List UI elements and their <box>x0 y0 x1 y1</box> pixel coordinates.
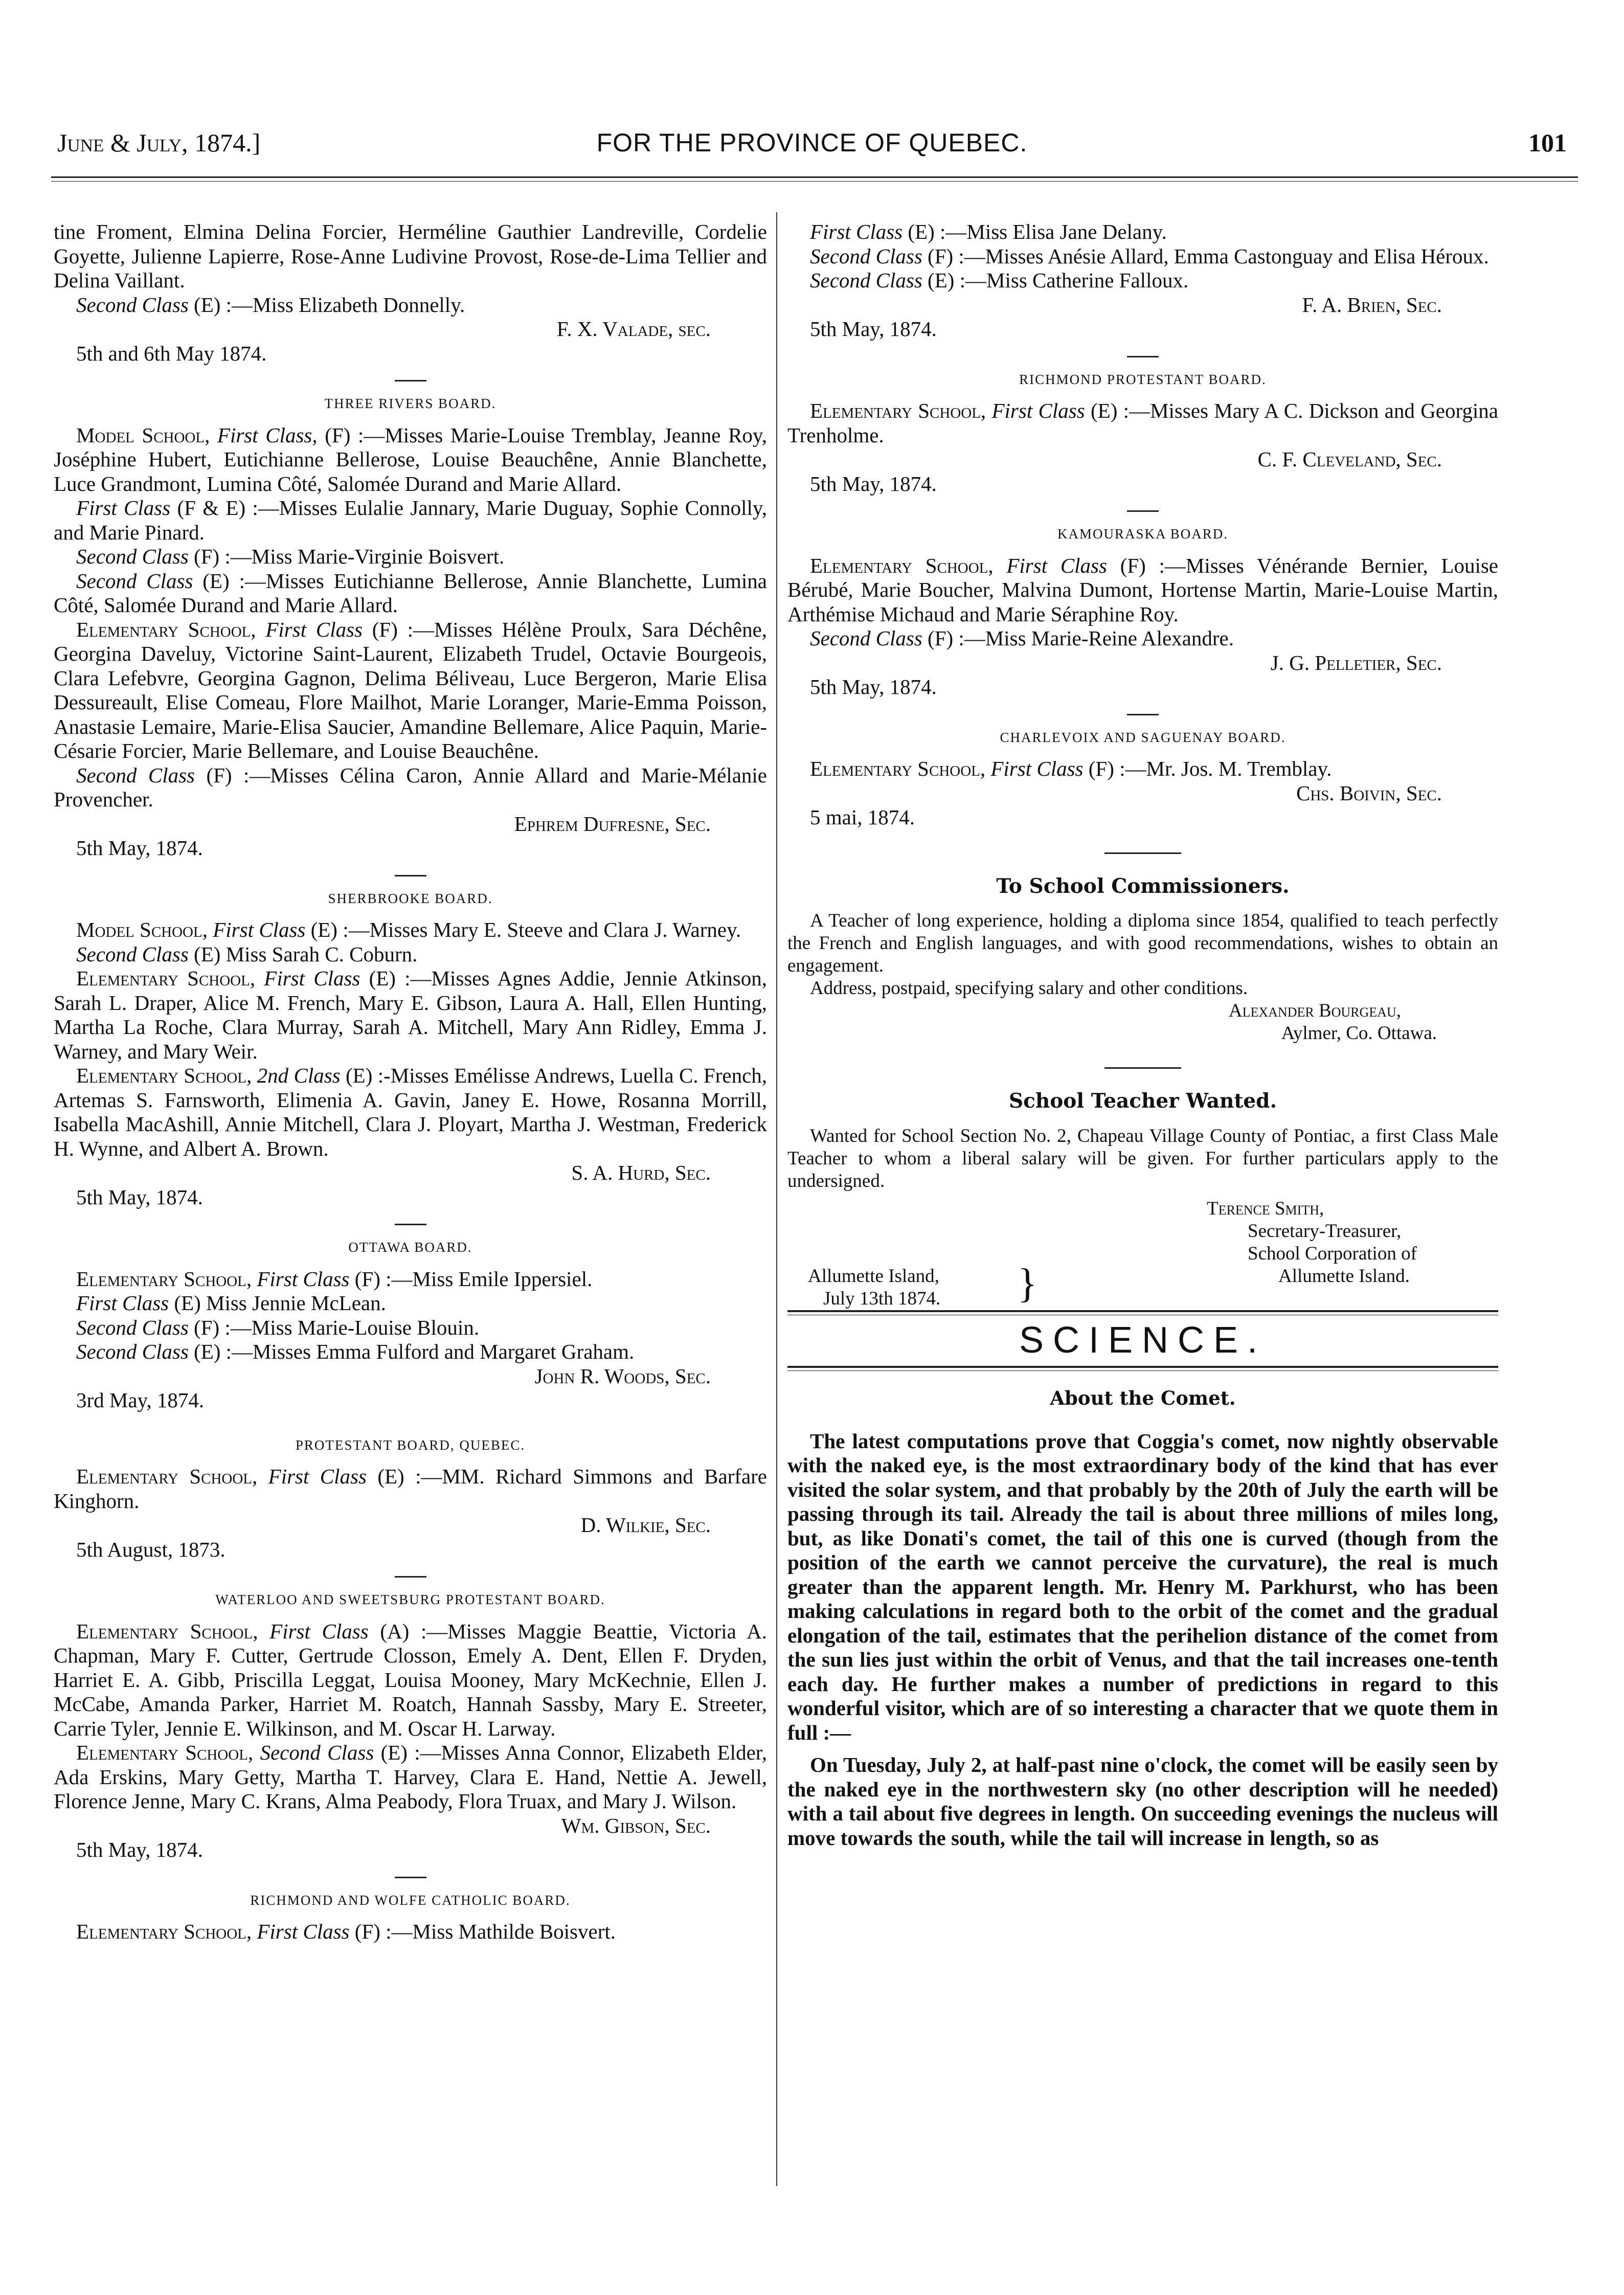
list-paragraph: Model School, First Class (E) :—Misses Mary E. Steeve and Clara J. Warney. <box>76 918 741 941</box>
list-date: 5th May, 1874. <box>810 675 937 699</box>
list-paragraph: Elementary School, First Class (F) :—Misses Hélène Proulx, Sara Déchêne, Georgina Daveluy, Victorine Saint-Laurent, Elizabeth Trudel, Octavie Bourgeois, Clara Lefebvre, Georgina Gagnon, Delima Béliveau, Luce Bergeron, Marie Elisa Dessureault, Elise Comeau, Flore Mailhot, Marie Loranger, Marie-Emma Poisson, Anastasie Lemaire, Marie-Elisa Saucier, Amandine Bellemare, Alice Paquin, Marie-Césarie Forcier, Marie Bellemare, and Louise Beauchêne. <box>54 617 768 762</box>
notice-name: Terence Smith, <box>1207 1198 1324 1219</box>
science-heading: SCIENCE. <box>1019 1319 1267 1361</box>
section-rule <box>1104 852 1181 854</box>
section-rule <box>1104 1067 1181 1069</box>
secretary-signature: C. F. Cleveland, Sec. <box>1257 447 1442 471</box>
notice-place: Aylmer, Co. Ottawa. <box>1281 1023 1437 1044</box>
list-paragraph: Elementary School, First Class (A) :—Misses Maggie Beattie, Victoria A. Chapman, Mary F. Cutter, Gertrude Closson, Emely A. Dent, Ellen F. Dryden, Harriet E. A. Gibb, Priscilla Leggat, Louisa Mooney, Mary McKechnie, Ellen J. McCabe, Amanda Parker, Harriet M. Roatch, Hannah Sassby, Mary E. Streeter, Carrie Tyler, Jennie E. Wilkinson, and M. Oscar H. Larway. <box>54 1619 768 1740</box>
teacher-wanted-notice <box>787 1089 1498 1387</box>
article-paragraph: On Tuesday, July 2, at half-past nine o'clock, the comet will be easily seen by the naked eye in the northwestern sky (no other description will he needed) with a tail about five degrees in length. On succeeding evenings the nucleus will move towards the south, while the tail will increase in length, so as <box>787 1753 1498 1850</box>
list-date: 5 mai, 1874. <box>810 805 915 829</box>
list-date: 5th May, 1874. <box>810 471 937 496</box>
notice-name: Alexander Bourgeau, <box>1228 1000 1401 1021</box>
notice-heading: School Teacher Wanted. <box>1008 1089 1277 1113</box>
board-heading: CHARLEVOIX AND SAGUENAY BOARD. <box>1000 729 1286 745</box>
left-column <box>54 220 767 1944</box>
section-dash <box>395 1877 426 1878</box>
list-paragraph: tine Froment, Elmina Delina Forcier, Herméline Gauthier Landreville, Cordelie Goyette, Julienne Lapierre, Rose-Anne Ludivine Provost, Rose-de-Lima Tellier and Delina Vaillant. <box>54 220 767 292</box>
notice-title: School Corporation of <box>1248 1243 1417 1264</box>
list-date: 5th May, 1874. <box>810 317 937 341</box>
brace: } <box>1018 1261 1037 1306</box>
running-head <box>57 128 1567 164</box>
ottawa-board <box>54 1235 767 1413</box>
list-paragraph: Elementary School, Second Class (E) :—Misses Anna Connor, Elizabeth Elder, Ada Erskins, Mary Getty, Martha T. Harvey, Clara E. Hand, Nettie A. Jewell, Florence Jenne, Mary C. Krans, Alma Peabody, Flora Truax, and Mary J. Wilson. <box>54 1741 768 1813</box>
secretary-signature: S. A. Hurd, Sec. <box>571 1161 711 1184</box>
list-date: 5th August, 1873. <box>76 1537 225 1561</box>
commissioners-notice <box>787 874 1498 1045</box>
list-paragraph: Elementary School, First Class (F) :—Mr. Jos. M. Tremblay. <box>810 757 1332 780</box>
section-dash <box>1127 356 1159 357</box>
kamouraska-board <box>787 522 1498 700</box>
board-heading: KAMOURASKA BOARD. <box>1057 526 1229 542</box>
list-paragraph: First Class (E) :—Miss Elisa Jane Delany. <box>810 220 1167 243</box>
list-paragraph: Second Class (E) :—Miss Catherine Falloux. <box>810 268 1189 292</box>
list-paragraph: Second Class (F) :—Misses Célina Caron, Annie Allard and Marie-Mélanie Provencher. <box>54 763 767 811</box>
notice-date: July 13th 1874. <box>823 1288 941 1309</box>
secretary-signature: J. G. Pelletier, Sec. <box>1270 650 1442 674</box>
secretary-signature: F. A. Brien, Sec. <box>1302 292 1442 317</box>
notice-title: Allumette Island. <box>1278 1265 1410 1287</box>
section-dash <box>395 380 426 381</box>
section-dash <box>1127 510 1159 512</box>
list-paragraph: Second Class (F) :—Misses Anésie Allard, Emma Castonguay and Elisa Héroux. <box>810 244 1489 268</box>
waterloo-board <box>54 1588 767 1862</box>
list-paragraph: Second Class (E) :—Misses Eutichianne Bellerose, Annie Blanchette, Lumina Côté, Salomée Durand and Marie Allard. <box>54 569 767 617</box>
list-date: 5th May, 1874. <box>76 1838 203 1861</box>
notice-text: A Teacher of long experience, holding a diploma since 1854, qualified to teach perfectly the French and English languages, and with good recommendations, wishes to obtain an engagement. <box>787 910 1498 976</box>
valade-list <box>54 220 767 366</box>
notice-signature-block <box>787 1192 1498 1387</box>
list-paragraph: Second Class (E) Miss Sarah C. Coburn. <box>76 942 418 966</box>
list-date: 5th May, 1874. <box>76 1185 203 1209</box>
board-heading: RICHMOND PROTESTANT BOARD. <box>1019 371 1267 387</box>
protestant-quebec-board <box>54 1433 767 1562</box>
three-rivers-board <box>54 392 767 861</box>
board-heading: SHERBROOKE BOARD. <box>328 890 493 906</box>
board-heading: RICHMOND AND WOLFE CATHOLIC BOARD. <box>250 1892 571 1908</box>
section-dash <box>395 1224 426 1225</box>
header-rule <box>51 176 1578 182</box>
board-heading: PROTESTANT BOARD, QUEBEC. <box>295 1437 526 1453</box>
issue-date: June & July, 1874.] <box>57 128 261 157</box>
list-paragraph: Second Class (F) :—Miss Marie-Reine Alexandre. <box>810 626 1234 650</box>
section-dash <box>1127 714 1159 715</box>
list-paragraph: Second Class (E) :—Misses Emma Fulford and Margaret Graham. <box>76 1340 635 1363</box>
secretary-signature: D. Wilkie, Sec. <box>580 1513 711 1537</box>
list-paragraph: First Class (F & E) :—Misses Eulalie Jannary, Marie Duguay, Sophie Connolly, and Marie Pinard. <box>54 496 768 544</box>
journal-title: FOR THE PROVINCE OF QUEBEC. <box>596 128 1028 157</box>
right-column <box>787 220 1498 1850</box>
notice-place: Allumette Island, <box>808 1265 939 1287</box>
list-date: 5th and 6th May 1874. <box>76 341 267 365</box>
notice-heading: To School Commissioners. <box>996 874 1290 898</box>
comet-article <box>787 1386 1498 1850</box>
page-number: 101 <box>1528 128 1567 157</box>
article-title: About the Comet. <box>1050 1387 1236 1409</box>
richmond-wolfe-board <box>54 1888 767 1944</box>
richmond-protestant-board <box>787 368 1498 497</box>
list-paragraph: First Class (E) Miss Jennie McLean. <box>76 1291 386 1315</box>
list-paragraph: Elementary School, First Class (E) :—Misses Agnes Addie, Jennie Atkinson, Sarah L. Draper, Alice M. French, Mary E. Gibson, Laura A. Hall, Ellen Hunting, Martha La Roche, Clara Murray, Sarah A. Mitchell, Mary Ann Ridley, Emma J. Warney, and Mary Weir. <box>54 966 767 1063</box>
list-paragraph: Elementary School, First Class (F) :—Misses Vénérande Bernier, Louise Bérubé, Marie Boucher, Malvina Dumont, Hortense Martin, Marie-Louise Martin, Arthémise Michaud and Marie Séraphine Roy. <box>787 553 1498 626</box>
list-paragraph: Second Class (F) :—Miss Marie-Louise Blouin. <box>76 1315 480 1339</box>
secretary-signature: Ephrem Dufresne, Sec. <box>514 812 711 836</box>
list-paragraph: Elementary School, 2nd Class (E) :-Misses Emélisse Andrews, Luella C. French, Artemas S. Farnsworth, Elimenia A. Gavin, Janey E. Howe, Rosanna Morrill, Isabella MacAshill, Annie Mitchell, Clara J. Ployart, Martha J. Westman, Frederick H. Wynne, and Albert A. Brown. <box>54 1064 768 1160</box>
column-divider <box>776 212 777 2186</box>
board-heading: WATERLOO AND SWEETSBURG PROTESTANT BOARD. <box>215 1592 605 1607</box>
list-paragraph: Elementary School, First Class (F) :—Miss Emile Ippersiel. <box>76 1267 593 1291</box>
list-paragraph: Elementary School, First Class (F) :—Miss Mathilde Boisvert. <box>76 1920 616 1943</box>
secretary-signature: Chs. Boivin, Sec. <box>1296 781 1442 805</box>
sherbrooke-board <box>54 887 767 1210</box>
brien-list <box>787 220 1498 342</box>
article-paragraph: The latest computations prove that Coggia's comet, now nightly observable with the naked eye, is the most extraordinary body of the kind that has ever visited the solar system, and that probably by the 20th of July the earth will be passing through its tail. Already the tail is about three millions of miles long, but, as like Donati's comet, the tail of this one is curved (though from the position of the earth we cannot perceive the curvature), the real is much greater than the apparent length. Mr. Henry M. Parkhurst, who has been making calculations in regard both to the orbit of the comet and the gradual elongation of the tail, estimates that the perihelion distance of the comet from the sun lies just within the orbit of Venus, and that the tail increases one-tenth each day. He further makes a number of predictions in regard to this wonderful visitor, which are of so interesting a character that we quote them in full :— <box>787 1429 1498 1744</box>
board-heading: THREE RIVERS BOARD. <box>324 396 497 411</box>
notice-title: Secretary-Treasurer, <box>1248 1220 1402 1242</box>
board-heading: OTTAWA BOARD. <box>348 1240 472 1255</box>
list-date: 5th May, 1874. <box>76 836 203 860</box>
secretary-signature: Wm. Gibson, Sec. <box>561 1813 711 1837</box>
list-paragraph: Elementary School, First Class (E) :—MM. Richard Simmons and Barfare Kinghorn. <box>54 1465 767 1513</box>
secretary-signature: F. X. Valade, sec. <box>556 317 711 341</box>
charlevoix-board <box>787 726 1498 830</box>
notice-address: Address, postpaid, specifying salary and other conditions. <box>810 978 1248 999</box>
section-dash <box>395 875 426 876</box>
list-paragraph: Elementary School, First Class (E) :—Misses Mary A C. Dickson and Georgina Trenholme. <box>787 399 1498 447</box>
notice-text: Wanted for School Section No. 2, Chapeau Village County of Pontiac, a first Class Male Teacher to whom a liberal salary will be given. For further particulars apply to the undersigned. <box>787 1125 1498 1191</box>
secretary-signature: John R. Woods, Sec. <box>534 1364 711 1388</box>
list-date: 3rd May, 1874. <box>76 1388 205 1412</box>
list-paragraph: Second Class (F) :—Miss Marie-Virginie Boisvert. <box>76 545 505 568</box>
section-dash <box>395 1576 426 1578</box>
list-paragraph: Second Class (E) :—Miss Elizabeth Donnelly. <box>76 292 465 317</box>
list-paragraph: Model School, First Class, (F) :—Misses Marie-Louise Tremblay, Jeanne Roy, Joséphine Hubert, Eutichianne Bellerose, Louise Beauchêne, Annie Blanchette, Luce Grandmont, Lumina Côté, Salomée Durand and Marie Allard. <box>54 423 768 496</box>
